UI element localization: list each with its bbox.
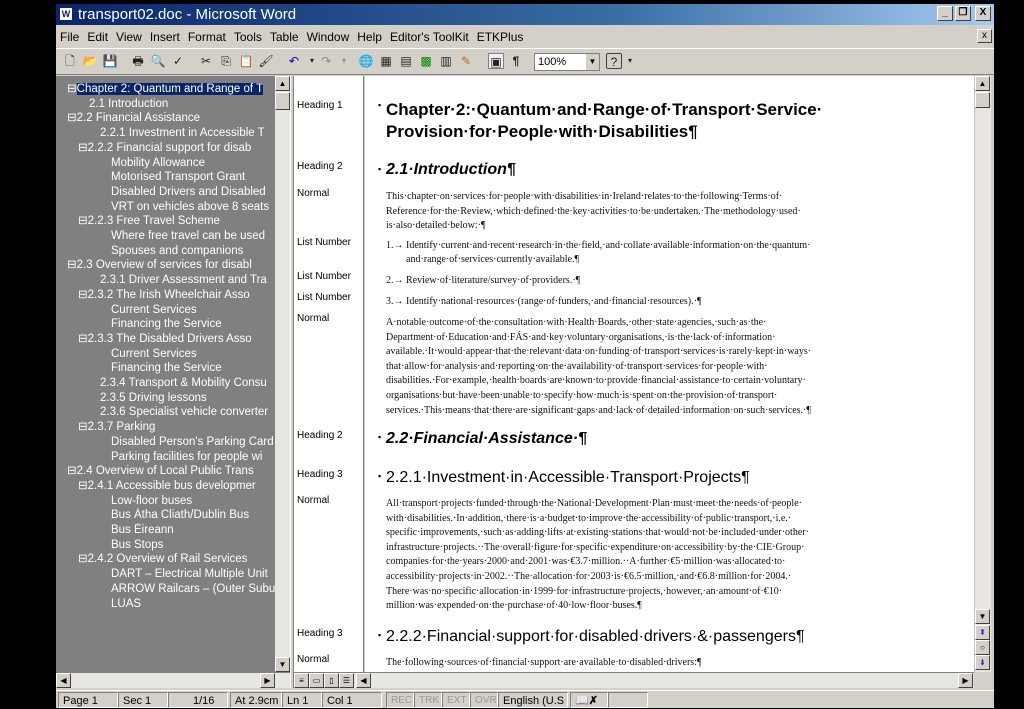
word-icon[interactable]: W <box>59 7 73 21</box>
collapse-icon[interactable]: ⊟ <box>78 421 88 434</box>
docmap-item[interactable] <box>111 361 275 376</box>
paragraph-intro[interactable]: This·chapter·on·services·for·people·with·disabilities·in·Ireland·relates·to·the·following·Terms·of· Reference·for·the·Review,·which·defined·the·key·activities·to·be·undertaken.·The·methodology·used· is·also·detailed·below:·¶ <box>386 191 801 232</box>
outline-view-icon[interactable]: ☰ <box>339 673 354 688</box>
docmap-item-label: VRT on vehicles above 8 seats <box>111 200 270 213</box>
status-trk[interactable]: TRK <box>414 692 442 708</box>
undo-dropdown-icon[interactable]: ▾ <box>309 56 314 65</box>
save-icon[interactable]: 💾 <box>102 54 118 68</box>
columns-icon[interactable]: ▥ <box>440 54 452 68</box>
docmap-item[interactable] <box>67 82 275 97</box>
docmap-item-label: Disabled Person's Parking Card <box>111 435 274 448</box>
docmap-item[interactable] <box>111 229 275 244</box>
heading-financial-support[interactable]: 2.2.2·Financial·support·for·disabled·drivers·&·passengers¶ <box>386 628 805 645</box>
chapter-heading[interactable]: Chapter·2:·Quantum·and·Range·of·Transport·Service· Provision·for·People·with·Disabilities¶ <box>386 100 823 141</box>
docmap-item[interactable] <box>78 420 275 435</box>
style-label[interactable]: Heading 2 <box>297 430 343 441</box>
status-empty <box>608 692 648 708</box>
docmap-item[interactable] <box>78 288 275 303</box>
docmap-item-label: Motorised Transport Grant <box>111 171 246 184</box>
style-label[interactable]: Normal <box>297 313 330 324</box>
docmap-item[interactable] <box>111 317 275 332</box>
collapse-icon[interactable]: ⊟ <box>67 112 77 125</box>
status-page: Page 1 <box>58 692 118 708</box>
docmap-item-label: Current Services <box>111 303 197 316</box>
docmap-item-label: 2.3.7 Parking <box>87 421 156 434</box>
docmap-item-label: Chapter 2: Quantum and Range of T <box>76 83 264 95</box>
status-position: At 2.9cm <box>230 692 282 708</box>
menu-format[interactable]: Format <box>187 30 226 44</box>
minimize-button[interactable]: _ <box>937 6 953 21</box>
docmap-item-label: 2.3.5 Driving lessons <box>100 391 207 404</box>
collapse-icon[interactable]: ⊟ <box>67 465 77 478</box>
tables-borders-icon[interactable]: ▦ <box>380 54 392 68</box>
heading-introduction[interactable]: 2.1·Introduction¶ <box>386 161 516 178</box>
document-map-icon[interactable]: ▣ <box>488 53 504 69</box>
collapse-icon[interactable]: ⊟ <box>78 332 88 345</box>
docmap-item[interactable] <box>111 582 275 597</box>
status-language[interactable]: English (U.S <box>498 692 568 708</box>
menu-insert[interactable]: Insert <box>149 30 180 44</box>
docmap-item[interactable] <box>67 258 275 273</box>
keep-with-next-mark: ▪ <box>378 164 382 174</box>
docmap-item-label: Financing the Service <box>111 362 222 375</box>
print-icon[interactable]: 🖶 <box>132 54 144 68</box>
docmap-item[interactable] <box>111 170 275 185</box>
restore-button[interactable]: ❐ <box>955 6 971 21</box>
document-page[interactable] <box>365 76 974 672</box>
heading-investment[interactable]: 2.2.1·Investment·in·Accessible·Transport·Projects¶ <box>386 469 750 486</box>
undo-icon[interactable]: ↶ <box>288 54 300 68</box>
list-number: 2.→ <box>386 275 404 286</box>
docmap-item[interactable] <box>100 273 275 288</box>
zoom-select[interactable] <box>534 53 600 71</box>
docmap-item-label: 2.3 Overview of services for disabl <box>76 259 252 272</box>
redo-icon[interactable]: ↷ <box>320 54 332 68</box>
style-area <box>294 76 364 672</box>
docmap-item-label: 2.2.1 Investment in Accessible T <box>100 127 265 140</box>
format-painter-icon[interactable]: 🖌 <box>258 54 274 68</box>
insert-table-icon[interactable]: ▤ <box>400 54 412 68</box>
title-bar <box>56 4 994 25</box>
docmap-item-label: 2.3.1 Driver Assessment and Tra <box>100 274 267 287</box>
paragraph-financial-support[interactable]: The·following·sources·of·financial·support·are·available·to·disabled·drivers:¶ <box>386 657 702 668</box>
spelling-icon[interactable]: ✓ <box>172 54 184 68</box>
docmap-item[interactable] <box>111 450 275 465</box>
docmap-item-label: 2.2.3 Free Travel Scheme <box>87 215 220 228</box>
scroll-thumb[interactable] <box>275 92 290 110</box>
style-label[interactable]: Normal <box>297 654 330 665</box>
docmap-item-label: Financing the Service <box>111 318 222 331</box>
docmap-item[interactable] <box>100 126 275 141</box>
scroll-up-icon[interactable]: ▲ <box>275 76 290 91</box>
word-window <box>56 4 994 708</box>
scroll-right-icon[interactable]: ▶ <box>260 673 275 688</box>
document-close-button[interactable]: x <box>977 29 992 43</box>
keep-with-next-mark: ▪ <box>378 630 382 640</box>
normal-view-icon[interactable]: ≡ <box>294 673 309 688</box>
docmap-item[interactable] <box>111 347 275 362</box>
toolbar-options-icon[interactable]: ▾ <box>627 56 632 65</box>
docmap-vertical-scrollbar[interactable] <box>275 76 290 672</box>
docmap-item-label: Current Services <box>111 347 197 360</box>
docmap-item-label: Disabled Drivers and Disabled <box>111 185 266 198</box>
docmap-item-label: ARROW Railcars – (Outer Subu <box>111 582 275 595</box>
status-line: Ln 1 <box>282 692 322 708</box>
list-item[interactable]: Identify·national·resources·(range·of·funders,·and·financial·resources).·¶ <box>406 296 702 307</box>
open-icon[interactable]: 📂 <box>82 54 98 68</box>
show-formatting-icon[interactable]: ¶ <box>512 54 520 68</box>
docmap-item-label: 2.3.6 Specialist vehicle converter <box>100 406 269 419</box>
docmap-item[interactable] <box>111 597 275 612</box>
collapse-icon[interactable]: ⊟ <box>78 479 88 492</box>
collapse-icon[interactable]: ⊟ <box>78 288 88 301</box>
docmap-item[interactable] <box>78 552 275 567</box>
status-page-count: 1/16 <box>168 692 228 708</box>
docmap-item[interactable] <box>100 405 275 420</box>
docmap-item-label: 2.4 Overview of Local Public Trans <box>76 465 254 478</box>
menu-window[interactable]: Window <box>306 30 350 44</box>
docmap-item-label: 2.4.1 Accessible bus developmer <box>87 479 256 492</box>
docmap-item[interactable] <box>100 391 275 406</box>
close-button[interactable]: X <box>975 6 991 21</box>
paragraph-notable-outcome[interactable]: A·notable·outcome·of·the·consultation·with·Health·Boards,·other·state·agencies,·such·as·the· Department·of·Education·and·FÁS·and·key·voluntary·organisations,·is·the·lack·of·information· available.·It·would·appear·that·the·relevant·data·on·funding·of·transport·services·is·rarely·kept·in·ways· that·allow·for·analysis·and·reporting·on·the·availability·of·transport·services·for·people·with· disabilities.·For·example,·health·boards·are·known·to·provide·financial·assistance·to·certain·voluntary· organisations·but·have·been·unable·to·specify·how·much·is·spent·on·the·provision·of·transport· services.·This·means·that·there·are·significant·gaps·and·lack·of·detailed·information·on·such·services.·¶ <box>386 317 812 416</box>
status-section: Sec 1 <box>118 692 168 708</box>
scroll-up-icon[interactable]: ▲ <box>975 76 990 91</box>
style-label[interactable]: Heading 1 <box>297 100 343 111</box>
insert-hyperlink-icon[interactable]: 🌐 <box>358 54 374 68</box>
style-label[interactable]: Heading 3 <box>297 628 343 639</box>
docmap-item[interactable] <box>89 97 275 112</box>
list-item[interactable]: Review·of·literature/survey·of·providers.·¶ <box>406 275 581 286</box>
style-label[interactable]: Heading 3 <box>297 469 343 480</box>
cut-icon[interactable]: ✂ <box>200 54 212 68</box>
heading-financial-assistance[interactable]: 2.2·Financial·Assistance·¶ <box>386 430 587 447</box>
scroll-left-icon[interactable]: ◀ <box>356 673 371 688</box>
docmap-item[interactable] <box>111 185 275 200</box>
new-icon[interactable]: 🗋 <box>65 54 75 68</box>
docmap-item[interactable] <box>78 141 275 156</box>
scroll-thumb[interactable] <box>975 92 990 108</box>
docmap-item-label: 2.3.3 The Disabled Drivers Asso <box>87 332 252 345</box>
docmap-item[interactable] <box>111 156 275 171</box>
docmap-item[interactable] <box>111 494 275 509</box>
docmap-item[interactable] <box>111 200 275 215</box>
docmap-item-label: 2.2 Financial Assistance <box>76 112 201 125</box>
document-vertical-scrollbar[interactable] <box>974 76 991 672</box>
keep-with-next-mark: ▪ <box>378 432 382 442</box>
list-item[interactable]: Identify·current·and·recent·research·in·the·field,·and·collate·available·information·on·the·quantum· and·range·of·services·currently·available.¶ <box>406 240 811 265</box>
menu-help[interactable]: Help <box>357 30 382 44</box>
print-preview-icon[interactable]: 🔍 <box>150 54 166 68</box>
style-label[interactable]: Normal <box>297 495 330 506</box>
collapse-icon[interactable]: ⊟ <box>67 83 77 95</box>
docmap-item[interactable] <box>111 523 275 538</box>
docmap-item-label: Bus Éireann <box>111 524 174 536</box>
docmap-item[interactable] <box>111 303 275 318</box>
docmap-item-label: Parking facilities for people wi <box>111 450 263 463</box>
docmap-item[interactable] <box>111 538 275 553</box>
insert-excel-icon[interactable]: ▩ <box>420 54 432 68</box>
menu-etkplus[interactable]: ETKPlus <box>476 30 524 44</box>
docmap-item-label: Mobility Allowance <box>111 156 205 169</box>
docmap-item[interactable] <box>67 464 275 479</box>
docmap-item[interactable] <box>111 244 275 259</box>
scroll-left-icon[interactable]: ◀ <box>56 673 71 688</box>
scroll-down-icon[interactable]: ▼ <box>275 657 290 672</box>
status-ovr[interactable]: OVR <box>470 692 498 708</box>
docmap-item-label: Where free travel can be used <box>111 230 266 242</box>
drawing-icon[interactable]: ✎ <box>460 54 472 68</box>
docmap-item-label: 2.3.4 Transport & Mobility Consu <box>100 377 267 389</box>
docmap-item-label: Bus Átha Cliath/Dublin Bus <box>111 509 250 522</box>
keep-with-next-mark: ▪ <box>378 471 382 481</box>
next-page-icon[interactable]: ⇟ <box>975 655 990 670</box>
docmap-item-label: Low-floor buses <box>111 494 193 507</box>
scroll-right-icon[interactable]: ▶ <box>958 673 973 688</box>
scroll-down-icon[interactable]: ▼ <box>975 609 990 624</box>
style-label[interactable]: List Number <box>297 292 351 303</box>
redo-dropdown-icon[interactable]: ▾ <box>341 56 346 65</box>
docmap-item-label: DART – Electrical Multiple Unit <box>111 568 268 581</box>
list-number: 1.→ <box>386 240 404 251</box>
menu-edit[interactable]: Edit <box>87 30 109 44</box>
status-rec[interactable]: REC <box>386 692 414 708</box>
docmap-item[interactable] <box>67 111 275 126</box>
copy-icon[interactable]: ⎘ <box>221 54 231 68</box>
menu-table[interactable]: Table <box>269 30 299 44</box>
docmap-horizontal-scrollbar[interactable] <box>56 672 290 688</box>
menu-bar <box>56 27 994 47</box>
select-browse-object-icon[interactable]: ○ <box>975 640 990 655</box>
previous-page-icon[interactable]: ⇞ <box>975 625 990 640</box>
document-horizontal-scrollbar[interactable] <box>294 672 974 688</box>
docmap-item-label: 2.1 Introduction <box>89 97 169 110</box>
help-icon[interactable]: ? <box>606 53 622 69</box>
docmap-item[interactable] <box>78 332 275 347</box>
collapse-icon[interactable]: ⊟ <box>78 215 88 228</box>
menu-view[interactable]: View <box>116 30 142 44</box>
docmap-item[interactable] <box>111 435 275 450</box>
docmap-item[interactable] <box>111 567 275 582</box>
window-title: transport02.doc - Microsoft Word <box>78 6 297 23</box>
docmap-item-label: LUAS <box>111 597 142 610</box>
docmap-item-label: Spouses and companions <box>111 244 244 257</box>
spelling-status-icon[interactable]: 📖✗ <box>570 692 608 708</box>
paragraph-investment[interactable]: All·transport·projects·funded·through·the·National·Development·Plan·must·meet·the·needs·of·people· with·disabilities.·In·addition,·there·is·a·budget·to·improve·the·accessibility·of·public·transport,·i.e.· specific·improvements,·such·as·adding·lifts·at·existing·stations·that·would·not·be·included·under·other· infrastructure·projects.··The·overall·figure·for·specific·expenditure·on·accessibility·by·the·CIE·Group· companies·for·the·years·2000·and·2001·was·€3.7·million.··A·further·€5·million·was·allocated·to· accessibility·projects·in·2002.··The·allocation·for·2003·is·€6.5·million,·and·€6.8·million·for·2004.· There·was·no·specific·allocation·in·1999·for·infrastructure·projects,·however,·an·amount·of·€10· million·was·expended·on·the·purchase·of·40·low·floor·buses.¶ <box>386 498 809 612</box>
standard-toolbar <box>56 48 994 75</box>
chevron-down-icon[interactable]: ▼ <box>586 54 599 70</box>
paste-icon[interactable]: 📋 <box>238 54 254 68</box>
style-label[interactable]: List Number <box>297 237 351 248</box>
collapse-icon[interactable]: ⊟ <box>78 553 88 566</box>
docmap-item[interactable] <box>78 479 275 494</box>
menu-file[interactable]: File <box>60 30 80 44</box>
style-label[interactable]: List Number <box>297 271 351 282</box>
docmap-item-label: 2.3.2 The Irish Wheelchair Asso <box>87 288 250 301</box>
zoom-value: 100% <box>538 56 567 68</box>
style-label[interactable]: Heading 2 <box>297 161 343 172</box>
docmap-item[interactable] <box>78 214 275 229</box>
keep-with-next-mark: ▪ <box>378 100 382 110</box>
docmap-item[interactable] <box>111 508 275 523</box>
menu-tools[interactable]: Tools <box>233 30 262 44</box>
docmap-item-label: Bus Stops <box>111 538 164 551</box>
status-ext[interactable]: EXT <box>442 692 470 708</box>
menu-editors-toolkit[interactable]: Editor's ToolKit <box>389 30 469 44</box>
docmap-item-label: 2.2.2 Financial support for disab <box>87 141 252 154</box>
status-bar <box>56 690 994 708</box>
docmap-item[interactable] <box>100 376 275 391</box>
docmap-item-label: 2.4.2 Overview of Rail Services <box>87 553 248 566</box>
status-column: Col 1 <box>322 692 382 708</box>
collapse-icon[interactable]: ⊟ <box>67 259 77 272</box>
web-layout-icon[interactable]: ▭ <box>309 673 324 688</box>
document-map <box>56 76 275 672</box>
list-number: 3.→ <box>386 296 404 307</box>
style-label[interactable]: Normal <box>297 188 330 199</box>
collapse-icon[interactable]: ⊟ <box>78 141 88 154</box>
print-layout-icon[interactable]: ▯ <box>324 673 339 688</box>
